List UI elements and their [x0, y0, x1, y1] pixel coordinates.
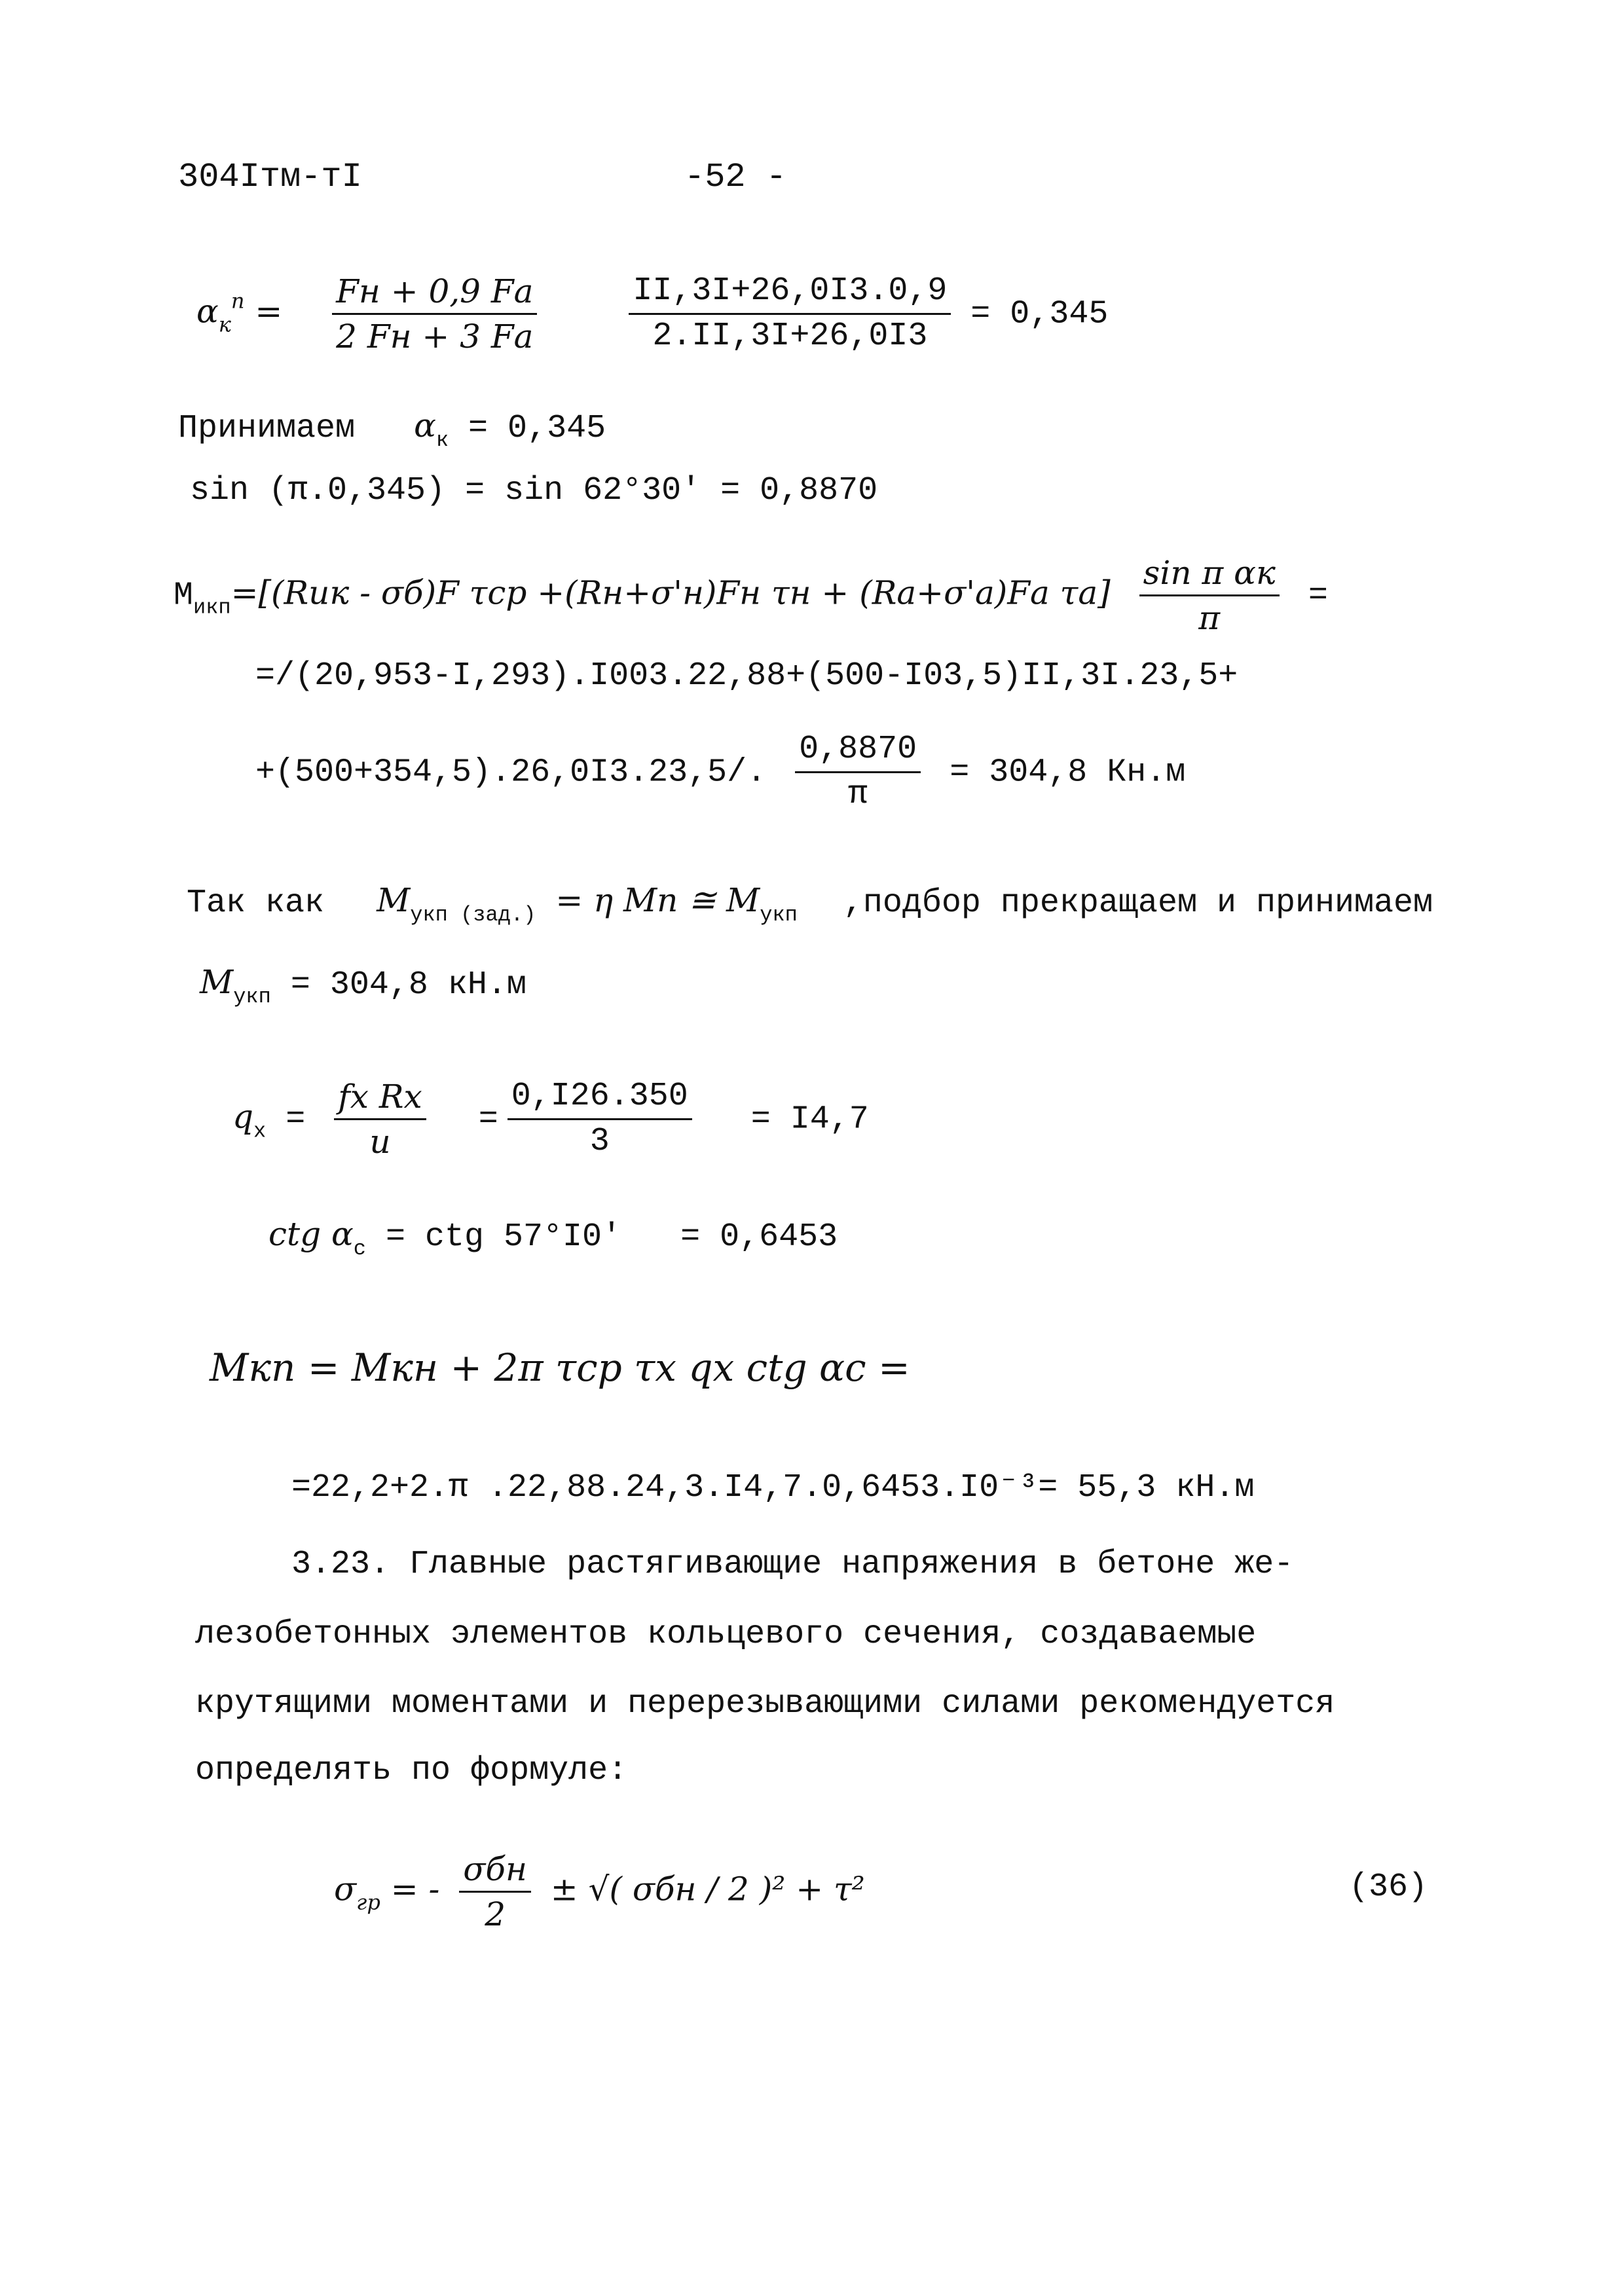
calc-mkp: =22,2+2.π .22,88.24,3.I4,7.0,6453.I0⁻³= 55,3 кН.м — [291, 1469, 1255, 1506]
mikp-frac-den: π — [1198, 599, 1221, 637]
mikp-sub: икп — [193, 595, 231, 620]
accepted-m-expr: M — [200, 963, 234, 1001]
eq36-root: ± √( σбн / 2 )² + τ² — [550, 1870, 865, 1908]
since-sub2: укп — [760, 903, 798, 927]
calc2-fraction — [795, 733, 921, 811]
alpha-numerator: Fн + 0,9 Fа — [332, 275, 537, 315]
alpha-sub: к — [218, 312, 231, 337]
accepted-m-sub: укп — [233, 985, 271, 1009]
alpha-fraction — [332, 272, 537, 355]
equation-qx: $q_x$ = $\frac{\text{fx Rx}}{u}$ = $\frac{0,I26.350}{3}$ = I4,7 — [232, 1078, 869, 1161]
mikp-frac-num: sin π αк — [1139, 556, 1280, 596]
accept-label: Принимаем — [178, 410, 356, 447]
alpha-value-fraction — [629, 272, 951, 355]
qx-value-fraction — [507, 1080, 692, 1158]
page-number: -52 - — [684, 158, 787, 196]
since-pre: Так как — [187, 884, 325, 922]
equation-36 — [334, 1850, 865, 1933]
alpha-sup: п — [231, 288, 245, 314]
doc-code: 304Iтм-тI — [178, 158, 362, 196]
calc2-num: 0,8870 — [795, 733, 921, 773]
equation-alpha: $\alpha_к^п$ = $\frac{Fн + 0,9 Fа}{2 Fн + 3 Fа}$ $\frac{II,3I+26,0I3.0,9}{2.II,3I+26,0I3}$ = 0,345 — [196, 272, 1109, 355]
equation-mkp: Mкп = Mкн + 2π τср τx qx ctg αc = — [210, 1345, 910, 1390]
sin-line: sin (π.0,345) = sin 62°30' = 0,8870 — [190, 472, 878, 509]
alpha-value-num: II,3I+26,0I3.0,9 — [629, 275, 951, 315]
paragraph-line-4: определять по формуле: — [195, 1752, 628, 1789]
ctg-result: = 0,6453 — [680, 1218, 838, 1256]
since-post: ,подбор прекращаем и принимаем — [843, 884, 1433, 922]
alpha-lhs: α — [196, 292, 219, 331]
alpha-value-den: 2.II,3I+26,0I3 — [652, 318, 928, 355]
paragraph-line-2: лезобетонных элементов кольцевого сечения, создаваемые — [195, 1616, 1257, 1653]
eq36-mid: = - — [390, 1870, 440, 1908]
since-sub: укп (зад.) — [410, 903, 536, 927]
equation-mikp — [174, 554, 1328, 637]
calc-line-2 — [255, 733, 1185, 811]
alpha-result: = 0,345 — [970, 295, 1109, 333]
mikp-tail: = — [1308, 577, 1328, 615]
eq36-num: σбн — [459, 1853, 531, 1893]
ctg-line — [268, 1215, 838, 1261]
qx-num: fx Rx — [334, 1080, 426, 1120]
accept-value: = 0,345 — [468, 410, 606, 447]
mikp-fraction — [1139, 554, 1280, 637]
since-expr: M — [377, 881, 411, 919]
accept-sub: к — [435, 428, 449, 452]
qx-den: u — [369, 1123, 391, 1161]
paragraph-line-3: крутящими моментами и перерезывающими силами рекомендуется — [195, 1685, 1335, 1722]
accepted-m-value: = 304,8 кН.м — [290, 966, 526, 1004]
ctg-expr: ctg α — [268, 1215, 354, 1253]
eq36-fraction — [459, 1850, 531, 1933]
calc2-den: π — [848, 776, 868, 813]
qx-sub: x — [253, 1119, 267, 1144]
eq36-den: 2 — [485, 1895, 506, 1933]
accept-line — [178, 409, 606, 451]
since-line — [187, 881, 1433, 927]
calc2-result: = 304,8 Кн.м — [950, 754, 1186, 792]
qx-lhs: q — [232, 1097, 254, 1136]
mikp-body: =[(Rик - σб)F τср +(Rн+σ'н)Fн τн + (Rа+σ'а)Fа τа] — [231, 574, 1111, 612]
qx-fraction — [334, 1078, 426, 1161]
alpha-denominator: 2 Fн + 3 Fа — [336, 318, 534, 355]
ctg-mid: = ctg 57°I0' — [385, 1218, 622, 1256]
calc-line-1: =/(20,953-I,293).I003.22,88+(500-I03,5)II,3I.23,5+ — [255, 657, 1238, 695]
accepted-m — [200, 963, 526, 1009]
qx-result: = I4,7 — [750, 1101, 869, 1139]
mikp-lhs: M — [174, 577, 194, 615]
calc2-pre: +(500+354,5).26,0I3.23,5/. — [255, 754, 767, 792]
qx-value-num: 0,I26.350 — [507, 1080, 692, 1120]
equation-number: (36) — [1349, 1868, 1428, 1906]
eq36-sub: гр — [356, 1889, 380, 1915]
paragraph-line-1: 3.23. Главные растягивающие напряжения в бетоне же- — [291, 1546, 1294, 1583]
ctg-sub: c — [353, 1237, 366, 1261]
qx-value-den: 3 — [589, 1123, 610, 1160]
since-mid: = η Mп ≅ M — [555, 881, 760, 919]
accept-expr: α — [414, 407, 436, 445]
eq36-lhs: σ — [334, 1870, 357, 1908]
